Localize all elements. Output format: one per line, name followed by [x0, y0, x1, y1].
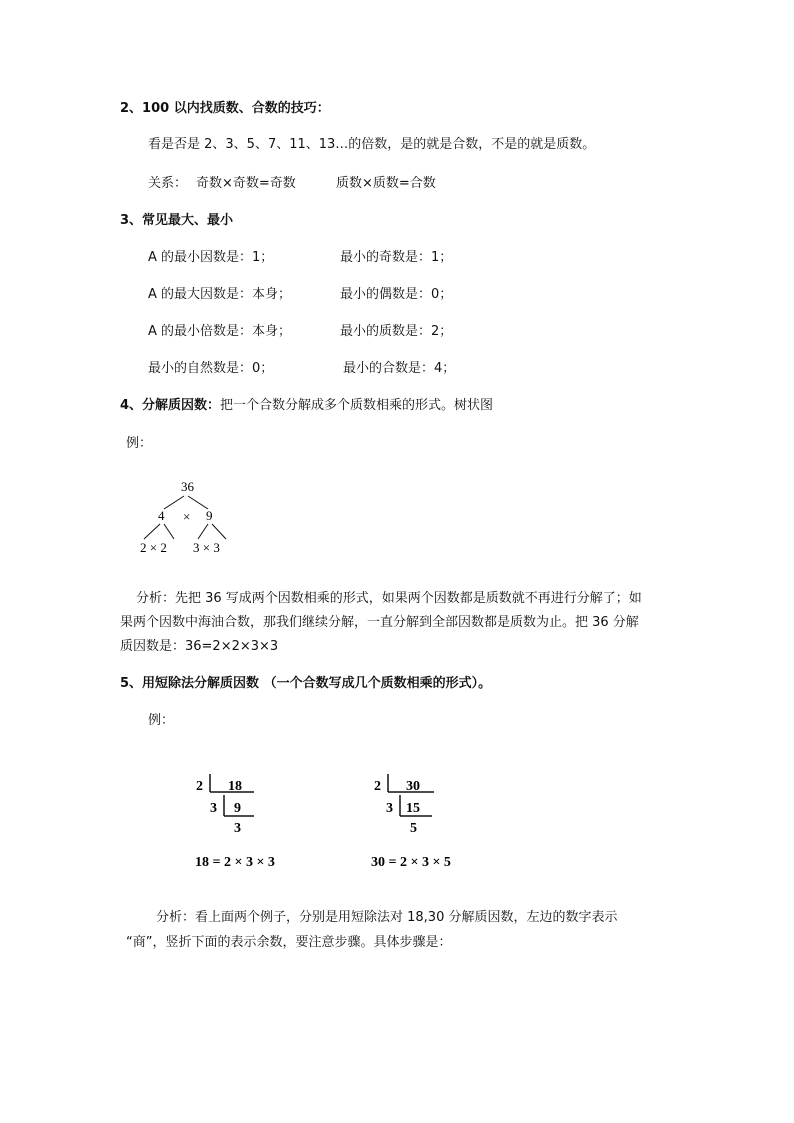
tree-left: 4	[158, 508, 165, 523]
section5-heading: 5、用短除法分解质因数 （一个合数写成几个质数相乘的形式）。	[120, 676, 492, 691]
section4-heading-rest: 把一个合数分解成多个质数相乘的形式。树状图	[220, 398, 494, 413]
relation-prime: 质数×质数=合数	[336, 176, 436, 191]
tree-branch	[164, 524, 174, 539]
dividend-1: 30	[406, 779, 420, 794]
tree-right: 9	[206, 508, 213, 523]
factor-tree	[130, 475, 240, 565]
section5-analysis-1: 分析：看上面两个例子，分别是用短除法对 18,30 分解质因数，左边的数字表示	[156, 910, 618, 925]
tree-left-leaves: 2 × 2	[140, 540, 167, 555]
min-max-right-1: 最小的奇数是：1；	[340, 250, 453, 265]
factor-result: 18 = 2 × 3 × 3	[195, 855, 275, 870]
min-max-right-3: 最小的质数是：2；	[340, 324, 453, 339]
divisor-1: 2	[374, 779, 381, 794]
section4-example-label: 例：	[126, 436, 153, 451]
short-division-example-30	[368, 770, 478, 880]
min-max-left-2: A 的最大因数是：本身；	[148, 287, 292, 302]
section3-heading: 3、常见最大、最小	[120, 213, 234, 228]
tree-root: 36	[181, 479, 194, 494]
divisor-2: 3	[386, 801, 393, 816]
section5-example-label: 例：	[148, 713, 175, 728]
tree-branch	[164, 496, 184, 509]
divisor-2: 3	[210, 801, 217, 816]
section4-analysis-3: 质因数是：36=2×2×3×3	[120, 639, 279, 654]
dividend-1: 18	[228, 779, 242, 794]
relation-label: 关系：	[148, 176, 188, 191]
section4-heading	[120, 398, 493, 414]
section4-heading-bold: 4、分解质因数：	[120, 398, 221, 413]
section2-heading: 2、100 以内找质数、合数的技巧：	[120, 101, 330, 116]
relation-odd: 奇数×奇数=奇数	[196, 176, 296, 191]
dividend-2: 15	[406, 801, 420, 816]
tree-times: ×	[183, 509, 191, 524]
short-division-example-18	[190, 770, 300, 880]
tree-branch	[188, 496, 208, 509]
factor-result: 30 = 2 × 3 × 5	[371, 855, 451, 870]
min-max-left-3: A 的最小倍数是：本身；	[148, 324, 292, 339]
tree-right-leaves: 3 × 3	[193, 540, 220, 555]
dividend-2: 9	[234, 801, 241, 816]
min-max-left-4: 最小的自然数是：0；	[148, 361, 274, 376]
tree-branch	[144, 524, 160, 539]
divisor-1: 2	[196, 779, 203, 794]
min-max-right-2: 最小的偶数是：0；	[340, 287, 453, 302]
tree-branch	[198, 524, 208, 539]
section4-analysis-2: 果两个因数中海油合数，那我们继续分解，一直分解到全部因数都是质数为止。把 36 分解	[120, 615, 639, 630]
quotient: 5	[410, 821, 417, 836]
tree-branch	[212, 524, 226, 539]
section2-line1: 看是否是 2、3、5、7、11、13…的倍数，是的就是合数，不是的就是质数。	[148, 137, 596, 152]
min-max-right-4: 最小的合数是：4；	[343, 361, 456, 376]
section4-analysis-1: 分析：先把 36 写成两个因数相乘的形式，如果两个因数都是质数就不再进行分解了；如	[136, 591, 642, 606]
quotient: 3	[234, 821, 241, 836]
section5-analysis-2: “商”，竖折下面的表示余数，要注意步骤。具体步骤是：	[126, 935, 452, 950]
min-max-left-1: A 的最小因数是：1；	[148, 250, 274, 265]
